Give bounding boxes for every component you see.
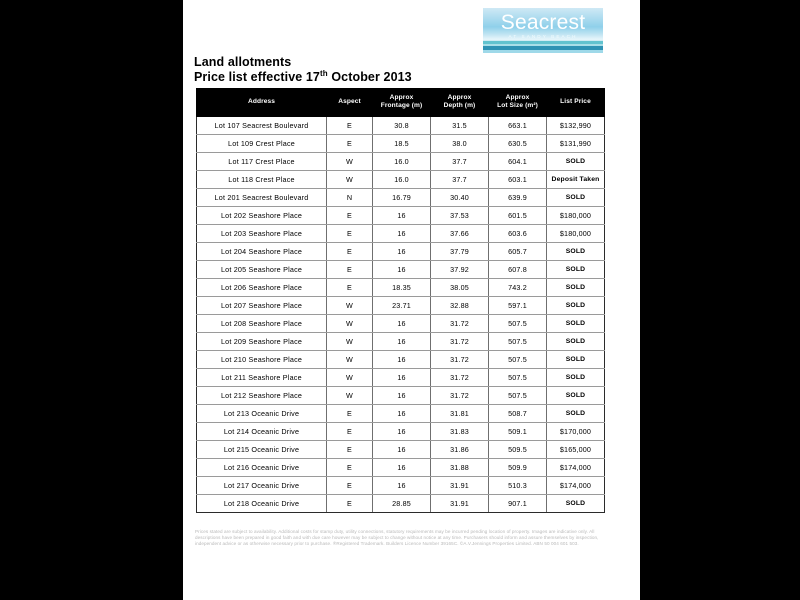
cell-lot-size: 605.7 <box>489 242 547 260</box>
cell-aspect: W <box>327 332 373 350</box>
column-header-subtext: Frontage (m) <box>380 102 423 110</box>
cell-aspect: E <box>327 404 373 422</box>
cell-aspect: N <box>327 188 373 206</box>
column-header-text: Approx <box>505 94 530 101</box>
cell-list-price: $180,000 <box>547 206 605 224</box>
cell-depth: 37.7 <box>431 152 489 170</box>
cell-address: Lot 216 Oceanic Drive <box>197 458 327 476</box>
cell-frontage: 16 <box>373 386 431 404</box>
table-row <box>197 332 605 350</box>
table-row <box>197 440 605 458</box>
table-body <box>197 116 605 512</box>
table-row <box>197 278 605 296</box>
cell-depth: 31.72 <box>431 314 489 332</box>
cell-address: Lot 218 Oceanic Drive <box>197 494 327 512</box>
effective-date-suffix: October 2013 <box>327 69 412 84</box>
table-header <box>197 89 605 117</box>
cell-list-price: SOLD <box>547 242 605 260</box>
table-row <box>197 170 605 188</box>
column-header-subtext: Depth (m) <box>443 102 476 110</box>
cell-frontage: 16 <box>373 422 431 440</box>
cell-aspect: E <box>327 134 373 152</box>
cell-list-price: SOLD <box>547 278 605 296</box>
cell-depth: 32.88 <box>431 296 489 314</box>
cell-frontage: 16 <box>373 350 431 368</box>
cell-frontage: 16 <box>373 260 431 278</box>
cell-frontage: 16 <box>373 458 431 476</box>
cell-lot-size: 603.1 <box>489 170 547 188</box>
cell-address: Lot 215 Oceanic Drive <box>197 440 327 458</box>
cell-frontage: 30.8 <box>373 116 431 134</box>
cell-address: Lot 118 Crest Place <box>197 170 327 188</box>
cell-depth: 31.91 <box>431 494 489 512</box>
cell-lot-size: 601.5 <box>489 206 547 224</box>
cell-frontage: 16 <box>373 242 431 260</box>
table-row <box>197 404 605 422</box>
cell-address: Lot 204 Seashore Place <box>197 242 327 260</box>
cell-aspect: W <box>327 386 373 404</box>
page-title-line2 <box>194 70 412 85</box>
cell-lot-size: 510.3 <box>489 476 547 494</box>
table-row <box>197 206 605 224</box>
cell-frontage: 16 <box>373 206 431 224</box>
cell-address: Lot 208 Seashore Place <box>197 314 327 332</box>
seacrest-logo <box>483 8 603 53</box>
table-row <box>197 476 605 494</box>
cell-depth: 37.7 <box>431 170 489 188</box>
cell-frontage: 18.35 <box>373 278 431 296</box>
cell-lot-size: 630.5 <box>489 134 547 152</box>
cell-depth: 31.86 <box>431 440 489 458</box>
cell-lot-size: 507.5 <box>489 332 547 350</box>
column-header-subtext: Lot Size (m²) <box>497 102 538 110</box>
cell-depth: 31.83 <box>431 422 489 440</box>
cell-frontage: 16 <box>373 404 431 422</box>
logo-tagline: AT SANDY BEACH <box>508 34 578 39</box>
cell-list-price: $174,000 <box>547 458 605 476</box>
cell-address: Lot 211 Seashore Place <box>197 368 327 386</box>
table-header-row <box>197 89 605 117</box>
cell-list-price: SOLD <box>547 368 605 386</box>
cell-address: Lot 212 Seashore Place <box>197 386 327 404</box>
cell-address: Lot 206 Seashore Place <box>197 278 327 296</box>
column-header-address <box>197 89 327 117</box>
logo-stripe-icon <box>483 50 603 53</box>
cell-aspect: W <box>327 296 373 314</box>
table-row <box>197 152 605 170</box>
cell-lot-size: 607.8 <box>489 260 547 278</box>
effective-date-prefix: Price list effective 17 <box>194 69 320 84</box>
cell-list-price: SOLD <box>547 314 605 332</box>
cell-depth: 37.53 <box>431 206 489 224</box>
cell-lot-size: 639.9 <box>489 188 547 206</box>
cell-list-price: SOLD <box>547 386 605 404</box>
cell-aspect: E <box>327 206 373 224</box>
cell-depth: 37.66 <box>431 224 489 242</box>
cell-list-price: SOLD <box>547 260 605 278</box>
cell-address: Lot 109 Crest Place <box>197 134 327 152</box>
cell-address: Lot 205 Seashore Place <box>197 260 327 278</box>
cell-list-price: SOLD <box>547 494 605 512</box>
cell-lot-size: 743.2 <box>489 278 547 296</box>
table-row <box>197 134 605 152</box>
table-row <box>197 422 605 440</box>
cell-aspect: E <box>327 440 373 458</box>
column-header-text: Approx <box>447 94 472 101</box>
cell-list-price: $165,000 <box>547 440 605 458</box>
cell-list-price: $174,000 <box>547 476 605 494</box>
cell-lot-size: 509.5 <box>489 440 547 458</box>
table-row <box>197 368 605 386</box>
cell-list-price: SOLD <box>547 332 605 350</box>
cell-frontage: 18.5 <box>373 134 431 152</box>
cell-aspect: W <box>327 170 373 188</box>
cell-lot-size: 507.5 <box>489 386 547 404</box>
cell-frontage: 16.0 <box>373 152 431 170</box>
cell-aspect: E <box>327 458 373 476</box>
table-row <box>197 188 605 206</box>
cell-address: Lot 214 Oceanic Drive <box>197 422 327 440</box>
cell-list-price: Deposit Taken <box>547 170 605 188</box>
cell-address: Lot 201 Seacrest Boulevard <box>197 188 327 206</box>
cell-depth: 38.05 <box>431 278 489 296</box>
cell-address: Lot 217 Oceanic Drive <box>197 476 327 494</box>
cell-depth: 31.91 <box>431 476 489 494</box>
disclaimer-text: Prices stated are subject to availability. Additional costs for stamp duty, utility connections, statutory requirements may be incurred pending location of property. Images are indicative only. All descriptions have been prepared in good faith and with due care however may be subject to change without notice at any time. Purchasers should inform and assure themselves by inspection, independent advice or as otherwise necessary prior to purchase. ®Registered Trademark. Builders Licence Number 39165C. ©A.V.Jennings Properties Limited. ABN 50 004 601 503. <box>195 529 599 547</box>
cell-lot-size: 509.1 <box>489 422 547 440</box>
cell-list-price: SOLD <box>547 404 605 422</box>
cell-address: Lot 209 Seashore Place <box>197 332 327 350</box>
effective-date-ordinal: th <box>319 68 328 78</box>
cell-frontage: 23.71 <box>373 296 431 314</box>
cell-lot-size: 597.1 <box>489 296 547 314</box>
cell-depth: 37.79 <box>431 242 489 260</box>
cell-lot-size: 507.5 <box>489 314 547 332</box>
cell-address: Lot 210 Seashore Place <box>197 350 327 368</box>
cell-list-price: SOLD <box>547 350 605 368</box>
page-sheet <box>183 0 640 600</box>
cell-address: Lot 213 Oceanic Drive <box>197 404 327 422</box>
cell-aspect: E <box>327 422 373 440</box>
cell-aspect: E <box>327 242 373 260</box>
cell-depth: 31.72 <box>431 386 489 404</box>
cell-list-price: $170,000 <box>547 422 605 440</box>
cell-list-price: $131,990 <box>547 134 605 152</box>
cell-frontage: 16.79 <box>373 188 431 206</box>
column-header-text: Aspect <box>338 98 361 106</box>
cell-depth: 37.92 <box>431 260 489 278</box>
cell-frontage: 16 <box>373 224 431 242</box>
column-header-frontage <box>373 89 431 117</box>
cell-frontage: 16 <box>373 440 431 458</box>
column-header-text: List Price <box>560 98 591 106</box>
cell-frontage: 16 <box>373 476 431 494</box>
cell-lot-size: 604.1 <box>489 152 547 170</box>
table-row <box>197 458 605 476</box>
column-header-text: Address <box>247 98 276 106</box>
cell-address: Lot 202 Seashore Place <box>197 206 327 224</box>
table-row <box>197 242 605 260</box>
cell-lot-size: 663.1 <box>489 116 547 134</box>
cell-depth: 31.72 <box>431 368 489 386</box>
cell-list-price: SOLD <box>547 188 605 206</box>
cell-frontage: 16 <box>373 368 431 386</box>
cell-lot-size: 907.1 <box>489 494 547 512</box>
cell-list-price: $132,990 <box>547 116 605 134</box>
logo-wordmark: Seacrest <box>500 11 586 34</box>
column-header-aspect <box>327 89 373 117</box>
cell-frontage: 28.85 <box>373 494 431 512</box>
cell-aspect: E <box>327 494 373 512</box>
cell-depth: 30.40 <box>431 188 489 206</box>
cell-address: Lot 107 Seacrest Boulevard <box>197 116 327 134</box>
cell-depth: 31.72 <box>431 332 489 350</box>
cell-depth: 31.88 <box>431 458 489 476</box>
cell-aspect: W <box>327 350 373 368</box>
cell-aspect: E <box>327 116 373 134</box>
table-row <box>197 386 605 404</box>
column-header-depth <box>431 89 489 117</box>
column-header-text: Approx <box>389 94 414 101</box>
table-row <box>197 116 605 134</box>
cell-list-price: $180,000 <box>547 224 605 242</box>
cell-list-price: SOLD <box>547 152 605 170</box>
cell-aspect: E <box>327 278 373 296</box>
cell-lot-size: 509.9 <box>489 458 547 476</box>
page-title <box>194 55 412 84</box>
cell-depth: 38.0 <box>431 134 489 152</box>
cell-lot-size: 507.5 <box>489 368 547 386</box>
cell-aspect: W <box>327 152 373 170</box>
cell-aspect: E <box>327 476 373 494</box>
cell-list-price: SOLD <box>547 296 605 314</box>
price-list-table <box>196 88 605 513</box>
cell-depth: 31.72 <box>431 350 489 368</box>
cell-address: Lot 207 Seashore Place <box>197 296 327 314</box>
cell-aspect: W <box>327 368 373 386</box>
cell-aspect: E <box>327 224 373 242</box>
cell-lot-size: 507.5 <box>489 350 547 368</box>
cell-aspect: E <box>327 260 373 278</box>
cell-frontage: 16.0 <box>373 170 431 188</box>
cell-frontage: 16 <box>373 314 431 332</box>
table-row <box>197 260 605 278</box>
cell-lot-size: 508.7 <box>489 404 547 422</box>
cell-depth: 31.5 <box>431 116 489 134</box>
table-row <box>197 494 605 512</box>
table-row <box>197 350 605 368</box>
cell-aspect: W <box>327 314 373 332</box>
column-header-list-price <box>547 89 605 117</box>
cell-depth: 31.81 <box>431 404 489 422</box>
cell-address: Lot 203 Seashore Place <box>197 224 327 242</box>
column-header-lot-size <box>489 89 547 117</box>
cell-address: Lot 117 Crest Place <box>197 152 327 170</box>
page-title-line1: Land allotments <box>194 55 292 69</box>
table-row <box>197 224 605 242</box>
table-row <box>197 296 605 314</box>
cell-frontage: 16 <box>373 332 431 350</box>
cell-lot-size: 603.6 <box>489 224 547 242</box>
table-row <box>197 314 605 332</box>
